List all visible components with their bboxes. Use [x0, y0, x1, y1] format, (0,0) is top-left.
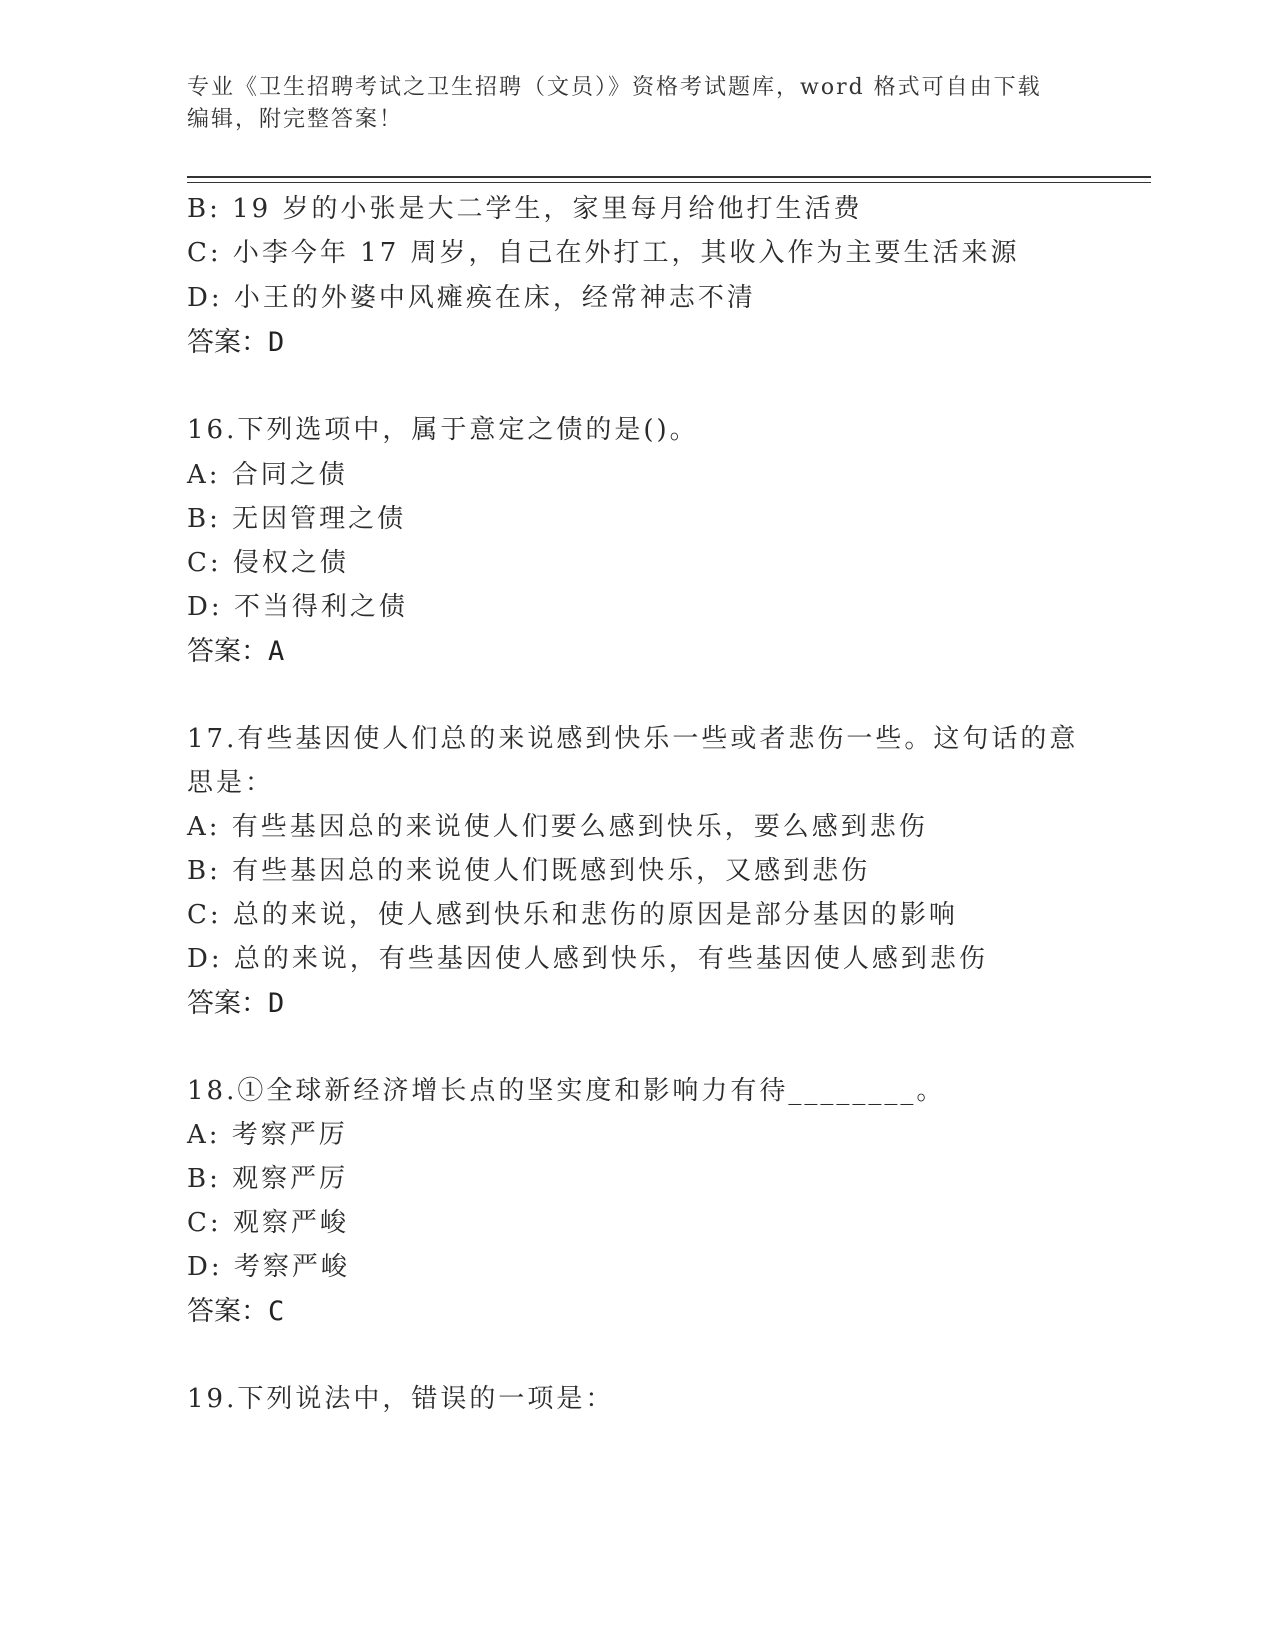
answer-label: 答案： [187, 327, 268, 358]
q17-option-b: B: 有些基因总的来说使人们既感到快乐，又感到悲伤 [187, 856, 871, 886]
q17-answer [187, 987, 284, 1021]
q17-answer-value: D [268, 988, 285, 1019]
document-header [187, 72, 1067, 136]
q19-stem: 19.下列说法中，错误的一项是： [187, 1384, 615, 1414]
header-line-2: 编辑，附完整答案！ [187, 107, 404, 132]
q18-stem: 18.①全球新经济增长点的坚实度和影响力有待________。 [187, 1076, 946, 1106]
q16-option-c: C: 侵权之债 [187, 548, 349, 578]
answer-label: 答案： [187, 988, 268, 1019]
q17-option-a: A: 有些基因总的来说使人们要么感到快乐，要么感到悲伤 [187, 812, 928, 842]
header-divider-thick [187, 176, 1151, 178]
q18-answer [187, 1295, 284, 1329]
q15-option-d: D: 小王的外婆中风瘫痪在床，经常神志不清 [187, 283, 756, 313]
q15-option-b: B: 19 岁的小张是大二学生，家里每月给他打生活费 [187, 194, 863, 224]
q16-answer [187, 635, 284, 669]
q16-answer-value: A [268, 636, 285, 667]
q16-option-d: D: 不当得利之债 [187, 592, 408, 622]
q17-stem-line-1: 17.有些基因使人们总的来说感到快乐一些或者悲伤一些。这句话的意 [187, 724, 1079, 754]
q18-option-a: A: 考察严厉 [187, 1120, 348, 1150]
q15-option-c: C: 小李今年 17 周岁，自己在外打工，其收入作为主要生活来源 [187, 238, 1020, 268]
q18-answer-value: C [268, 1296, 285, 1327]
q16-stem: 16.下列选项中，属于意定之债的是()。 [187, 415, 699, 445]
q18-option-b: B: 观察严厉 [187, 1164, 349, 1194]
q17-option-c: C: 总的来说，使人感到快乐和悲伤的原因是部分基因的影响 [187, 900, 958, 930]
answer-label: 答案： [187, 636, 268, 667]
q17-stem-line-2: 思是： [187, 768, 275, 798]
q17-option-d: D: 总的来说，有些基因使人感到快乐，有些基因使人感到悲伤 [187, 944, 988, 974]
q15-answer-value: D [268, 327, 285, 358]
q18-option-d: D: 考察严峻 [187, 1252, 350, 1282]
answer-label: 答案： [187, 1296, 268, 1327]
q16-option-b: B: 无因管理之债 [187, 504, 407, 534]
header-divider-thin [187, 182, 1151, 183]
header-line-1: 专业《卫生招聘考试之卫生招聘（文员）》资格考试题库，word 格式可自由下载 [187, 75, 1042, 100]
q16-option-a: A: 合同之债 [187, 460, 348, 490]
q15-answer [187, 326, 284, 360]
q18-option-c: C: 观察严峻 [187, 1208, 349, 1238]
